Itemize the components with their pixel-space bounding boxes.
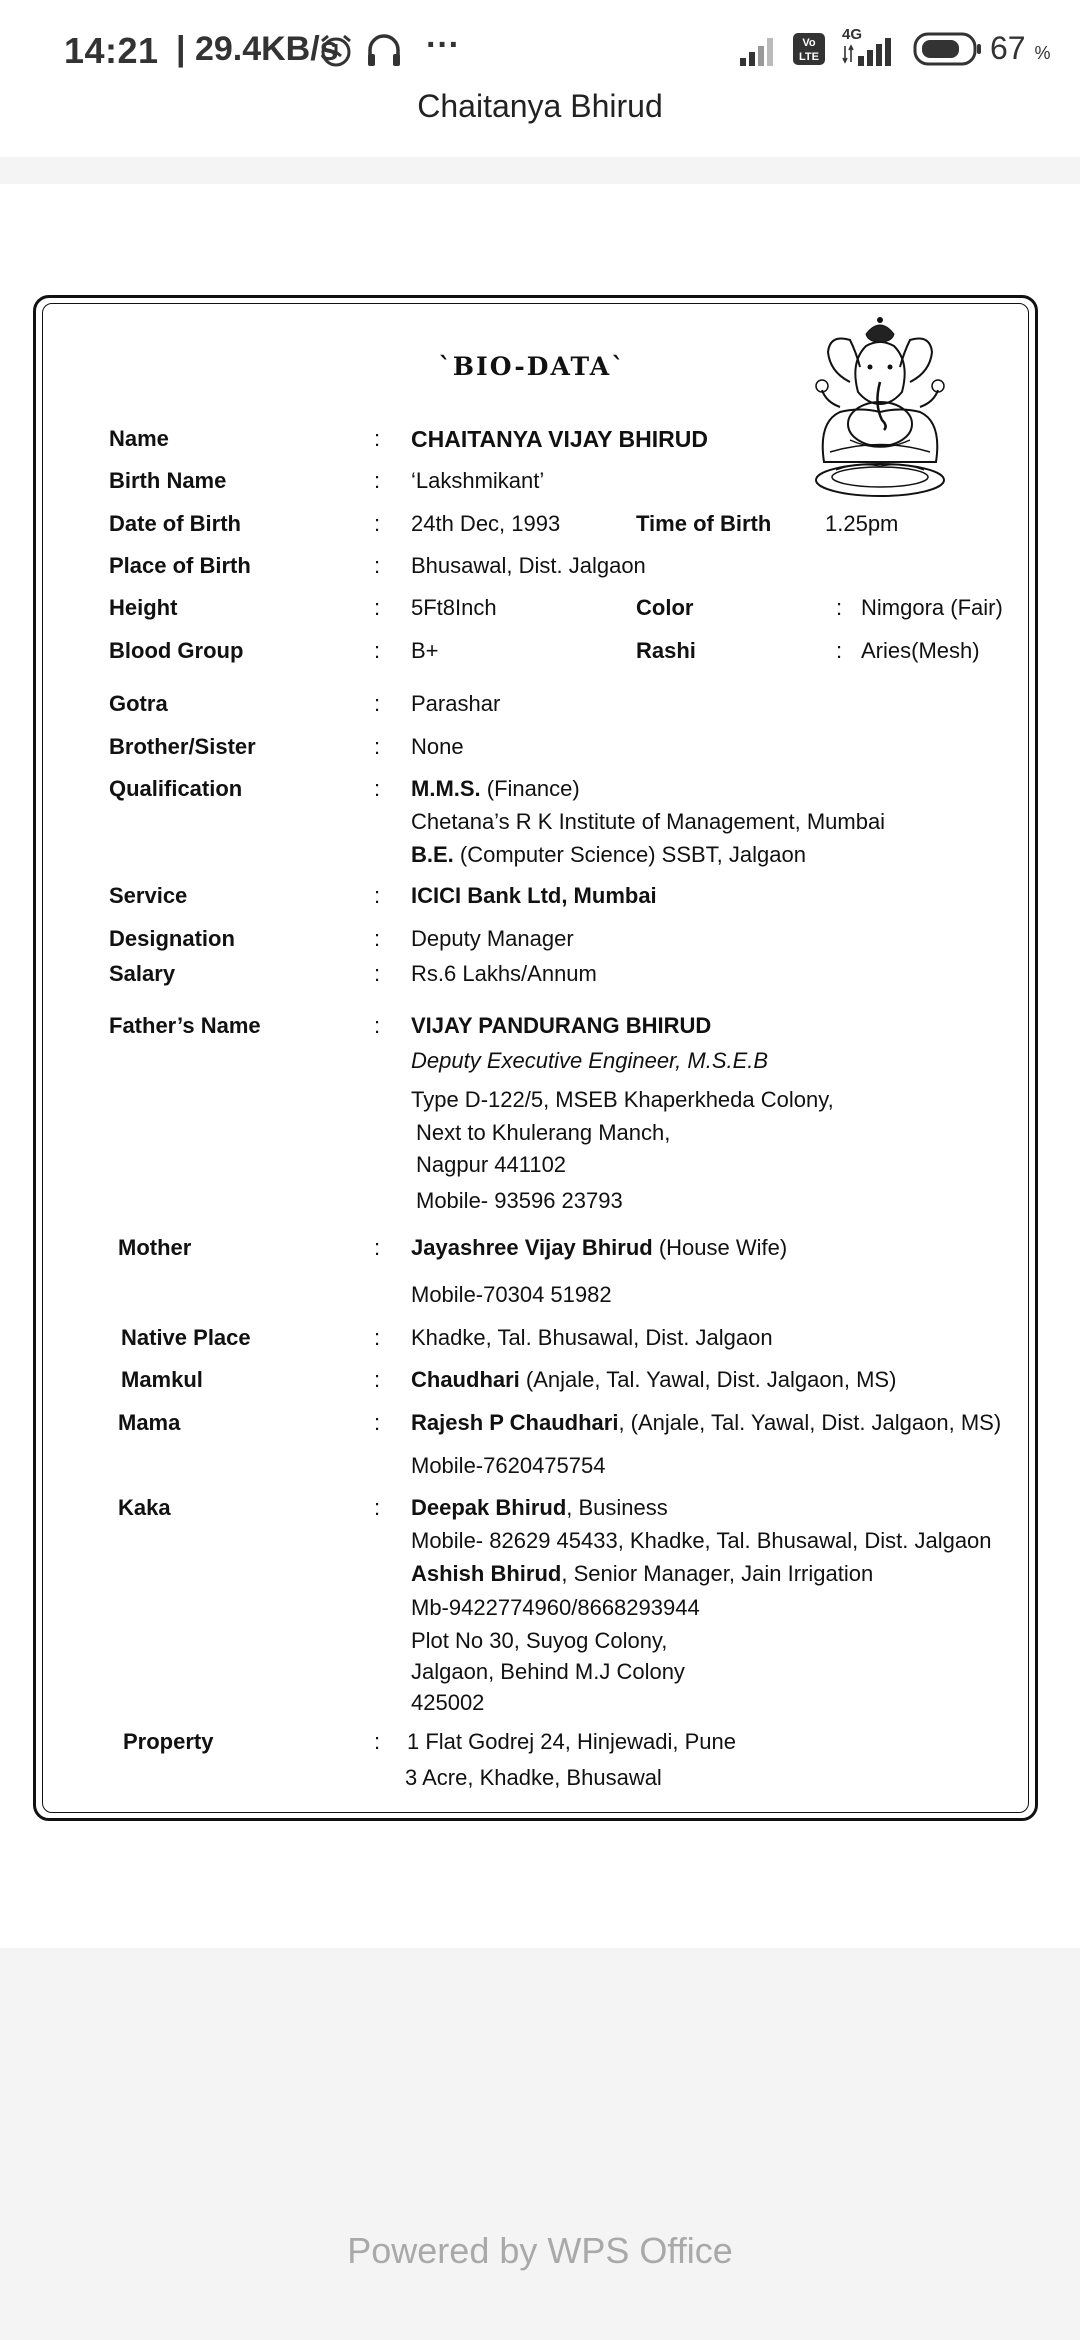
value-blood-group: B+ [411,638,439,663]
label-property: Property [123,1729,214,1754]
kaka-2-detail: , Senior Manager, Jain Irrigation [561,1561,874,1586]
qualification-line-2: Chetana’s R K Institute of Management, Mumbai [411,809,886,834]
label-service: Service [109,883,188,908]
label-place-of-birth: Place of Birth [109,553,251,578]
qualification-mms-detail: (Finance) [480,776,580,801]
powered-by-wps: Powered by WPS Office [347,2230,733,2271]
status-time: 14:21 [64,30,159,71]
kaka-2-address-1: Plot No 30, Suyog Colony, [411,1628,668,1653]
value-date-of-birth: 24th Dec, 1993 [411,511,561,536]
sep-native-place: : [374,1325,381,1350]
volte-icon [792,32,826,71]
property-line-1: 1 Flat Godrej 24, Hinjewadi, Pune [407,1729,736,1754]
value-service: ICICI Bank Ltd, Mumbai [411,883,657,908]
value-time-of-birth: 1.25pm [825,511,899,536]
label-mother: Mother [118,1235,192,1260]
label-father-name: Father’s Name [109,1013,261,1038]
father-mobile: Mobile- 93596 23793 [416,1188,623,1213]
value-brother-sister: None [411,734,464,759]
status-bar [0,0,1080,100]
label-birth-name: Birth Name [109,468,227,493]
label-blood-group: Blood Group [109,638,244,663]
status-net-speed: | 29.4KB/s [176,30,339,68]
svg-text:Vo: Vo [802,37,816,49]
value-rashi: Aries(Mesh) [861,638,980,663]
sep-mama: : [374,1410,381,1435]
battery-icon [913,32,983,71]
svg-text:LTE: LTE [799,51,819,63]
label-designation: Designation [109,926,235,951]
sep-service: : [374,883,381,908]
value-gotra: Parashar [411,691,501,716]
alarm-icon [318,32,354,73]
father-title: Deputy Executive Engineer, M.S.E.B [411,1048,769,1073]
label-rashi: Rashi [636,638,696,663]
kaka-2-mobile: Mb-9422774960/8668293944 [411,1595,700,1620]
ganesha-illustration [800,312,960,502]
battery-percent-sign: % [1034,43,1051,63]
sep-name: : [374,426,381,451]
sep-kaka: : [374,1495,381,1520]
sep-blood-group: : [374,638,381,663]
kaka-1-mobile: Mobile- 82629 45433, Khadke, Tal. Bhusawal, Dist. Jalgaon [411,1528,992,1553]
biodata-heading: `BIO-DATA` [438,352,626,381]
network-4g-label: 4G [842,26,863,43]
value-designation: Deputy Manager [411,926,574,951]
mama-line [411,1412,1001,1434]
label-time-of-birth: Time of Birth [636,511,772,536]
property-line-2: 3 Acre, Khadke, Bhusawal [405,1765,662,1790]
sep-father-name: : [374,1013,381,1038]
father-name: VIJAY PANDURANG BHIRUD [411,1013,712,1038]
sep-place-of-birth: : [374,553,381,578]
qualification-be: B.E. [411,842,454,867]
sep-salary: : [374,961,381,986]
sep-birth-name: : [374,468,381,493]
value-salary: Rs.6 Lakhs/Annum [411,961,597,986]
mamkul-name: Chaudhari [411,1367,520,1392]
sep-height: : [374,595,381,620]
sep-property: : [374,1729,381,1754]
value-color: Nimgora (Fair) [861,595,1003,620]
headphones-icon [365,32,403,73]
kaka-2-address-2: Jalgaon, Behind M.J Colony [411,1659,685,1684]
mama-detail: , (Anjale, Tal. Yawal, Dist. Jalgaon, MS) [618,1410,1002,1435]
label-native-place: Native Place [121,1325,251,1350]
value-height: 5Ft8Inch [411,595,497,620]
value-birth-name: ‘Lakshmikant’ [411,468,545,493]
battery-percent [990,30,1051,67]
label-mamkul: Mamkul [121,1367,203,1392]
more-icon: ··· [426,26,460,64]
battery-level: 67 [990,30,1026,66]
signal-icon [738,34,780,71]
mother-name: Jayashree Vijay Bhirud [411,1235,653,1260]
kaka-1-line [411,1497,668,1519]
value-place-of-birth: Bhusawal, Dist. Jalgaon [411,553,646,578]
father-address-1: Type D-122/5, MSEB Khaperkheda Colony, [411,1087,834,1112]
kaka-1-detail: , Business [566,1495,668,1520]
sep-mother: : [374,1235,381,1260]
qualification-mms: M.M.S. [411,776,481,801]
label-height: Height [109,595,178,620]
sep-qualification: : [374,776,381,801]
sep-brother-sister: : [374,734,381,759]
value-native-place: Khadke, Tal. Bhusawal, Dist. Jalgaon [411,1325,773,1350]
sep-gotra: : [374,691,381,716]
label-qualification: Qualification [109,776,243,801]
kaka-2-name: Ashish Bhirud [411,1561,562,1586]
label-date-of-birth: Date of Birth [109,511,241,536]
father-address-2: Next to Khulerang Manch, [416,1120,671,1145]
label-name: Name [109,426,169,451]
mama-name: Rajesh P Chaudhari [411,1410,619,1435]
mother-occupation: (House Wife) [652,1235,788,1260]
label-gotra: Gotra [109,691,168,716]
mama-mobile: Mobile-7620475754 [411,1453,606,1478]
value-name: CHAITANYA VIJAY BHIRUD [411,426,708,452]
mamkul-line [411,1369,896,1391]
label-mama: Mama [118,1410,181,1435]
kaka-2-line [411,1563,873,1585]
mother-line [411,1237,787,1259]
footer [0,1948,1080,2340]
kaka-2-address-3: 425002 [411,1690,485,1715]
qualification-line-3 [411,844,806,866]
sep-color: : [836,595,843,620]
mamkul-detail: (Anjale, Tal. Yawal, Dist. Jalgaon, MS) [519,1367,897,1392]
label-brother-sister: Brother/Sister [109,734,256,759]
sep-designation: : [374,926,381,951]
mother-mobile: Mobile-70304 51982 [411,1282,612,1307]
sep-mamkul: : [374,1367,381,1392]
label-kaka: Kaka [118,1495,171,1520]
toolbar-divider [0,157,1080,184]
qualification-be-detail: (Computer Science) SSBT, Jalgaon [453,842,806,867]
signal-4g-icon [842,36,896,71]
document-title: Chaitanya Bhirud [417,88,663,124]
label-color: Color [636,595,694,620]
label-salary: Salary [109,961,176,986]
sep-date-of-birth: : [374,511,381,536]
qualification-line-1 [411,778,580,800]
kaka-1-name: Deepak Bhirud [411,1495,567,1520]
father-address-3: Nagpur 441102 [416,1152,567,1177]
sep-rashi: : [836,638,843,663]
